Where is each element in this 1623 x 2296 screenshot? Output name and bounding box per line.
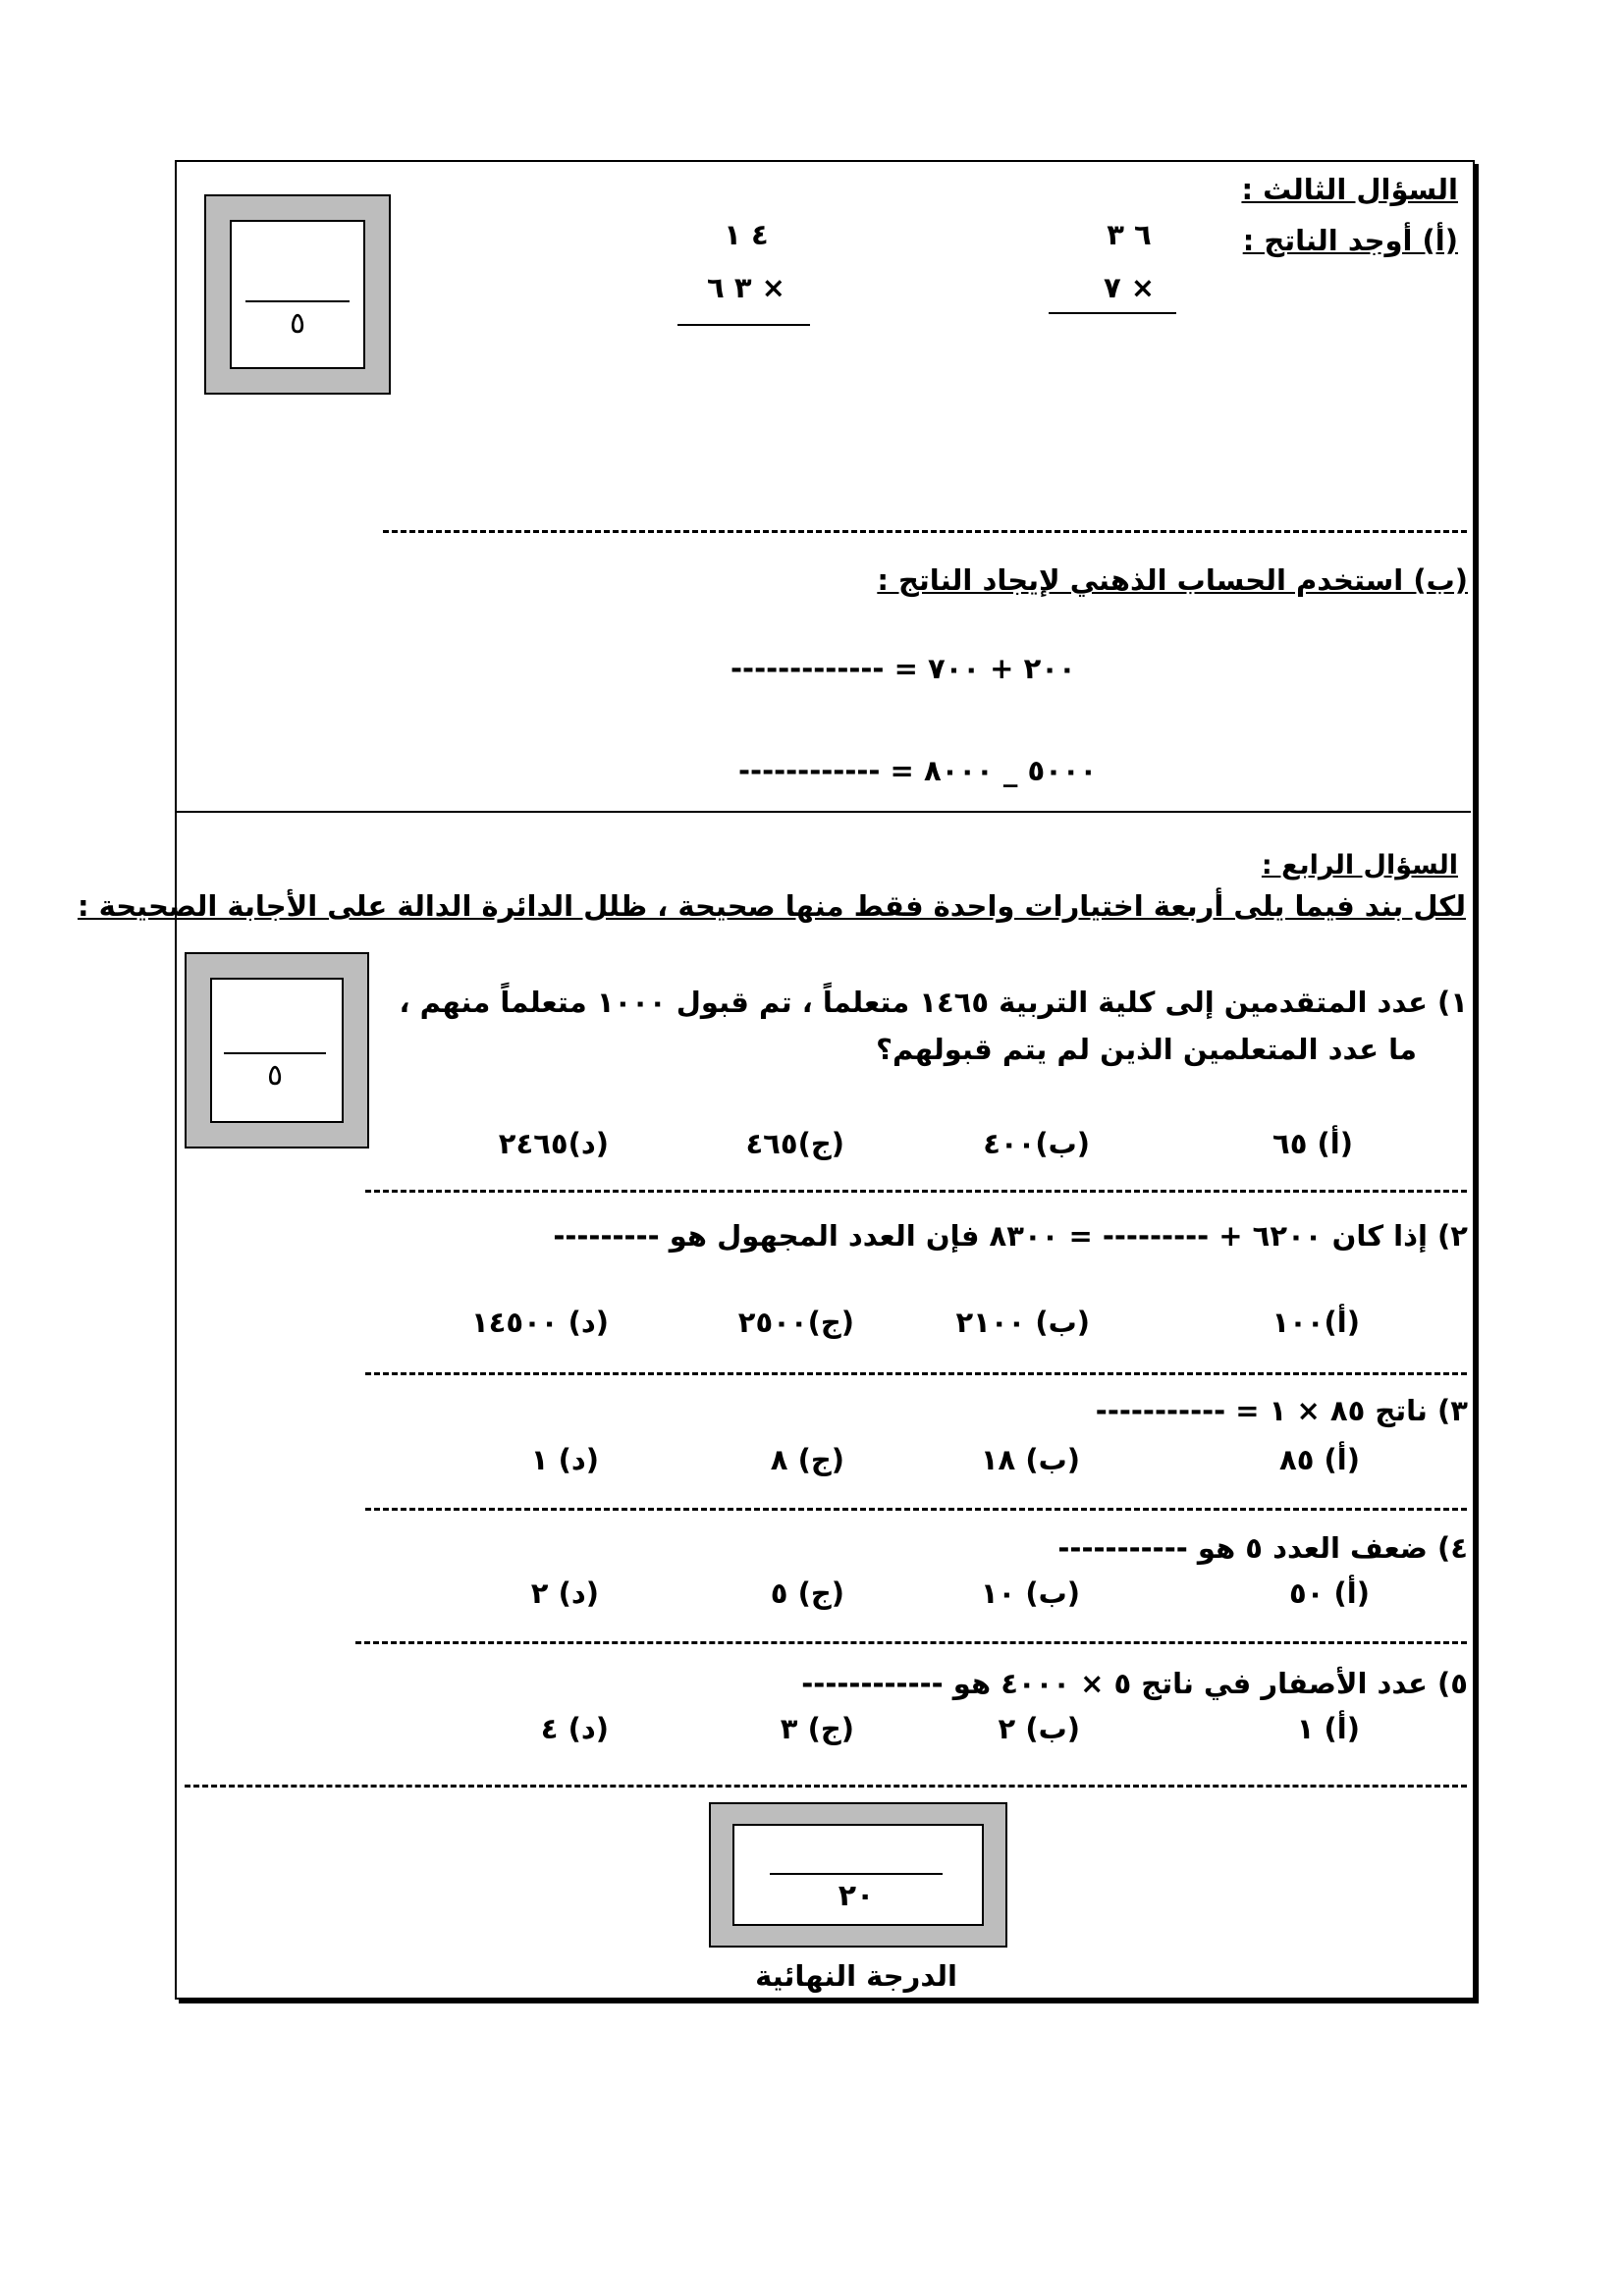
q4-item1-choice-c[interactable]: (ج)٤٦٥ bbox=[745, 1127, 844, 1160]
mult1-line bbox=[1049, 312, 1176, 314]
q4-item4-choice-a[interactable]: (أ) ٥٠ bbox=[1289, 1576, 1370, 1610]
q4-score-total: ٥ bbox=[266, 1058, 284, 1093]
q4-item1-choice-a[interactable]: (أ) ٦٥ bbox=[1272, 1127, 1353, 1160]
q3-title: السؤال الثالث : bbox=[1241, 173, 1458, 206]
q4-item5-choice-d[interactable]: (د) ٤ bbox=[540, 1712, 609, 1745]
q4-item4-line1: ٤) ضعف العدد ٥ هو ----------- bbox=[1057, 1531, 1468, 1565]
mult2-top: ٤ ١ bbox=[724, 218, 769, 251]
q4-item5-choice-b[interactable]: (ب) ٢ bbox=[998, 1712, 1080, 1745]
final-score-total: ٢٠ bbox=[838, 1879, 875, 1913]
section-divider bbox=[177, 811, 1471, 813]
q4-item2-choice-a[interactable]: (أ)١٠٠ bbox=[1271, 1306, 1360, 1339]
q4-item4-choice-d[interactable]: (د) ٢ bbox=[530, 1576, 599, 1610]
q4-item3-choice-c[interactable]: (ج) ٨ bbox=[770, 1443, 844, 1476]
mult2-bottom: ٣ ٦ × bbox=[707, 271, 785, 304]
final-score-box bbox=[709, 1802, 1007, 1948]
q4-item3-choice-b[interactable]: (ب) ١٨ bbox=[980, 1443, 1080, 1476]
q4-item3-line1: ٣) ناتج ٨٥ × ١ = ----------- bbox=[1095, 1394, 1468, 1427]
q4-divider-2 bbox=[365, 1372, 1467, 1375]
q4-divider-1 bbox=[365, 1190, 1467, 1193]
mult2-line bbox=[677, 324, 810, 326]
q4-item4-choice-b[interactable]: (ب) ١٠ bbox=[980, 1576, 1080, 1610]
q4-divider-4 bbox=[355, 1641, 1467, 1644]
q4-item4-choice-c[interactable]: (ج) ٥ bbox=[770, 1576, 844, 1610]
q4-item2-line1: ٢) إذا كان ٦٢٠٠ + --------- = ٨٣٠٠ فإن العدد المجهول هو --------- bbox=[553, 1219, 1468, 1253]
q4-item1-line1: ١) عدد المتقدمين إلى كلية التربية ١٤٦٥ متعلماً ، تم قبول ١٠٠٠ متعلماً منهم ، bbox=[399, 986, 1468, 1019]
q4-item5-line1: ٥) عدد الأصفار في ناتج ٥ × ٤٠٠٠ هو ------------ bbox=[801, 1667, 1468, 1700]
q4-divider-3 bbox=[365, 1508, 1467, 1511]
q4-item1-line2: ما عدد المتعلمين الذين لم يتم قبولهم؟ bbox=[876, 1033, 1417, 1066]
q4-item3-choice-a[interactable]: (أ) ٨٥ bbox=[1279, 1443, 1360, 1476]
q3-divider bbox=[383, 530, 1467, 533]
q4-item2-choice-d[interactable]: (د) ١٤٥٠٠ bbox=[470, 1306, 609, 1339]
q4-item2-choice-b[interactable]: (ب) ٢١٠٠ bbox=[955, 1306, 1090, 1339]
mult1-top: ٦ ٣ bbox=[1107, 218, 1152, 251]
q3-part-b: (ب) استخدم الحساب الذهني لإيجاد الناتج : bbox=[877, 563, 1468, 597]
q3-eq1: ------------- = ٢٠٠ + ٧٠٠ bbox=[730, 652, 1076, 685]
q3-score-box bbox=[204, 194, 391, 395]
q3-score-total: ٥ bbox=[289, 306, 306, 341]
q3-part-a: (أ) أوجد الناتج : bbox=[1242, 224, 1458, 257]
q4-item1-choice-d[interactable]: (د)٢٤٦٥ bbox=[498, 1127, 609, 1160]
final-score-label: الدرجة النهائية bbox=[755, 1959, 957, 1993]
q4-item5-choice-a[interactable]: (أ) ١ bbox=[1296, 1712, 1360, 1745]
mult1-bottom: ٧ × bbox=[1103, 271, 1156, 304]
q4-item5-choice-c[interactable]: (ج) ٣ bbox=[780, 1712, 854, 1745]
q4-item1-choice-b[interactable]: (ب)٤٠٠ bbox=[983, 1127, 1090, 1160]
q4-title: السؤال الرابع : bbox=[1261, 850, 1458, 881]
q4-item2-choice-c[interactable]: (ج)٢٥٠٠ bbox=[737, 1306, 854, 1339]
q4-instruction: لكل بند فيما يلى أربعة اختيارات واحدة فقط منها صحيحة ، ظلل الدائرة الدالة على الأجابة الصحيحة : bbox=[77, 889, 1466, 923]
q4-score-box bbox=[185, 952, 369, 1148]
q3-eq2: ------------ = ٥٠٠٠ _ ٨٠٠٠ bbox=[738, 754, 1098, 787]
q4-item3-choice-d[interactable]: (د) ١ bbox=[530, 1443, 599, 1476]
final-divider bbox=[185, 1785, 1467, 1788]
